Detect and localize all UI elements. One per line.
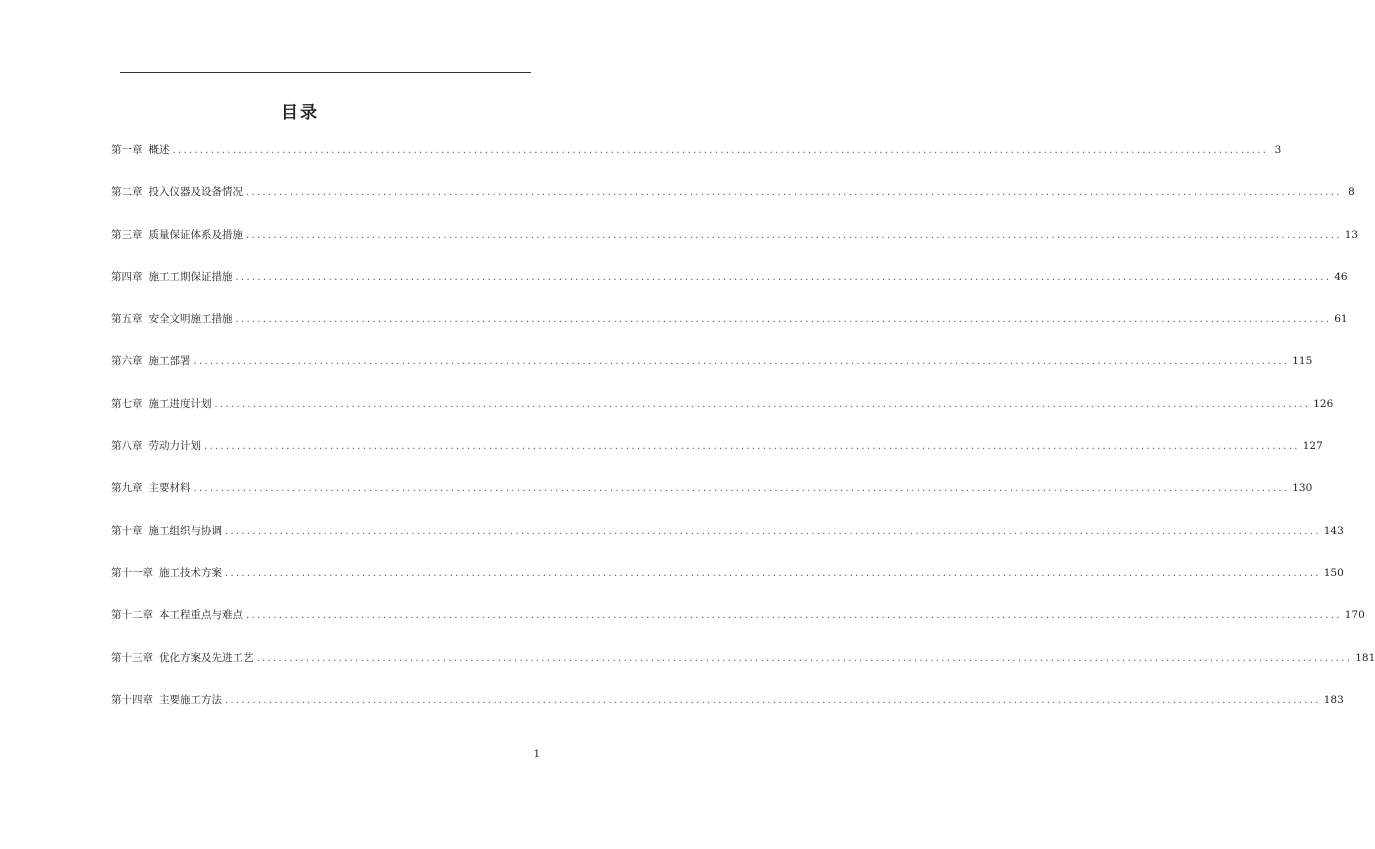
toc-entry[interactable] [111,269,1348,311]
toc-chapter-label: 第六章 [111,355,143,368]
table-of-contents [111,142,1375,734]
toc-leader-dots: ........................................................................................................................................................................................................ [235,314,1332,326]
toc-chapter-label: 第十一章 [111,566,153,579]
toc-chapter-label: 第十二章 [111,609,153,622]
toc-entry[interactable] [111,142,1282,184]
toc-entry[interactable] [111,607,1365,649]
header-rule [120,72,531,73]
toc-page-number: 13 [1344,228,1359,241]
toc-entry[interactable] [111,184,1355,226]
toc-entry[interactable] [111,650,1375,692]
toc-title: 主要施工方法 [159,693,222,706]
toc-leader-dots: ........................................................................................................................................................................................................ [214,398,1311,410]
toc-title: 安全文明施工措施 [148,313,233,326]
toc-leader-dots: ........................................................................................................................................................................................................ [235,271,1332,283]
toc-leader-dots: ........................................................................................................................................................................................................ [225,694,1321,706]
toc-page-number: 130 [1292,482,1313,495]
toc-page-number: 143 [1323,524,1344,537]
toc-chapter-label: 第一章 [111,144,143,156]
toc-entry[interactable] [111,480,1313,522]
toc-entry[interactable] [111,438,1323,480]
toc-entry[interactable] [111,311,1348,353]
toc-title: 施工技术方案 [159,566,222,579]
toc-entry[interactable] [111,565,1344,607]
toc-leader-dots: ........................................................................................................................................................................................................ [225,567,1321,579]
toc-leader-dots: ........................................................................................................................................................................................................ [256,652,1353,664]
toc-title: 投入仪器及设备情况 [148,186,243,199]
toc-chapter-label: 第八章 [111,440,143,453]
toc-leader-dots: ........................................................................................................................................................................................................ [193,483,1290,495]
toc-title: 主要材料 [148,482,191,495]
toc-page-number: 150 [1323,566,1344,579]
toc-page-number: 115 [1292,355,1313,368]
toc-leader-dots: ........................................................................................................................................................................................................ [204,441,1300,453]
toc-chapter-label: 第十四章 [111,693,153,706]
toc-page-number: 181 [1355,651,1375,664]
toc-chapter-label: 第九章 [111,482,143,495]
toc-title: 施工部署 [148,355,191,368]
toc-title: 概述 [148,144,170,156]
toc-chapter-label: 第四章 [111,270,143,283]
toc-title: 本工程重点与难点 [159,609,243,622]
toc-title: 优化方案及先进工艺 [159,651,254,664]
toc-page-number: 127 [1302,440,1323,453]
toc-chapter-label: 第三章 [111,228,143,241]
toc-page-number: 126 [1313,397,1334,410]
toc-page-number: 46 [1334,270,1348,283]
toc-entry[interactable] [111,353,1313,395]
toc-chapter-label: 第十三章 [111,651,153,664]
toc-page-number: 183 [1323,693,1344,706]
toc-page-number: 3 [1274,144,1282,156]
toc-entry[interactable] [111,227,1359,269]
toc-title: 施工进度计划 [148,397,212,410]
toc-title: 施工组织与协调 [148,524,222,537]
toc-leader-dots: ........................................................................................................................................................................................................ [193,356,1290,368]
toc-leader-dots: ........................................................................................................................................................................................................ [246,187,1342,199]
toc-chapter-label: 第七章 [111,397,143,410]
toc-page-number: 61 [1334,313,1348,326]
toc-title: 质量保证体系及措施 [148,228,243,241]
toc-leader-dots: ........................................................................................................................................................................................................ [246,229,1342,241]
toc-entry[interactable] [111,396,1334,438]
toc-leader-dots: ........................................................................................................................................................................................................ [225,525,1321,537]
toc-chapter-label: 第五章 [111,313,143,326]
toc-chapter-label: 第二章 [111,186,143,199]
toc-chapter-label: 第十章 [111,524,143,537]
page-number: 1 [533,749,540,760]
toc-title: 劳动力计划 [148,440,201,453]
toc-title: 施工工期保证措施 [148,270,233,283]
toc-leader-dots: ........................................................................................................................................................................................................ [246,610,1342,622]
toc-entry[interactable] [111,523,1344,565]
toc-leader-dots: ........................................................................................................................................................................................................ [172,145,1269,156]
toc-entry[interactable] [111,692,1344,734]
toc-page-number: 170 [1344,609,1365,622]
toc-page-number: 8 [1348,186,1355,199]
page-title: 目录 [281,103,319,123]
